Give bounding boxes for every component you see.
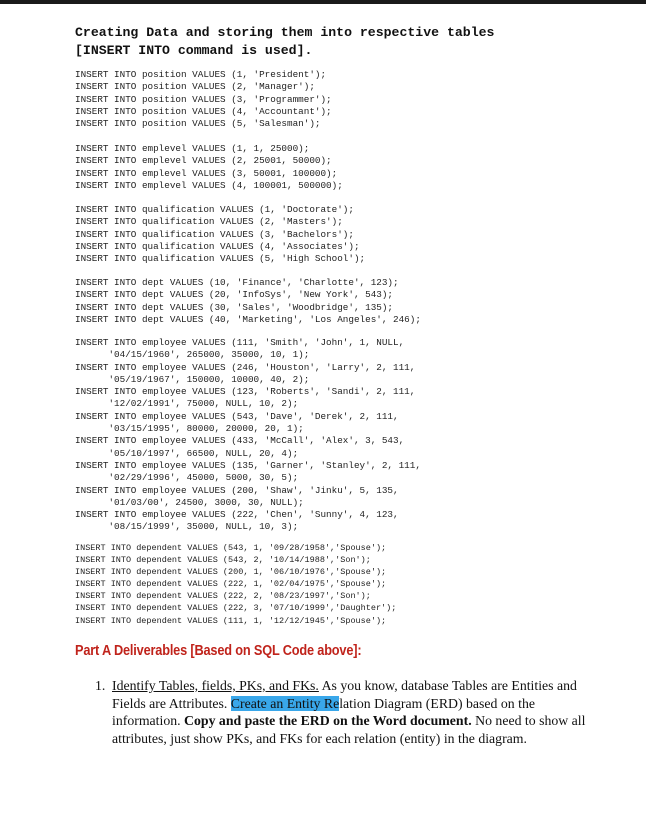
emplevel-insert-block: INSERT INTO emplevel VALUES (1, 1, 25000); INSERT INTO emplevel VALUES (2, 25001, 50000); INSERT INTO emplevel VALUES (3, 50001, 100000); INSERT INTO emplevel VALUES (4, 100001, 500000); — [75, 143, 343, 191]
task-body — [112, 677, 595, 747]
document-title — [75, 24, 615, 60]
task-text-1: As you know, database Tables are Entities and Fields are Attributes. — [112, 678, 577, 711]
deliverables-heading: Part A Deliverables [Based on SQL Code above]: — [75, 643, 362, 659]
task-text-2: lation Diagram (ERD) based on the information. — [112, 695, 536, 728]
title-line-2: [INSERT INTO command is used]. — [75, 43, 313, 58]
task-underlined-text: Identify Tables, fields, PKs, and FKs. — [112, 678, 319, 693]
task-item-1 — [95, 677, 595, 747]
dept-insert-block: INSERT INTO dept VALUES (10, 'Finance', 'Charlotte', 123); INSERT INTO dept VALUES (20, 'InfoSys', 'New York', 543); INSERT INTO dept VALUES (30, 'Sales', 'Woodbridge', 135); INSERT INTO dept VALUES (40, 'Marketing', 'Los Angeles', 246); — [75, 277, 421, 325]
task-highlighted-text: Create an Entity Re — [230, 695, 340, 711]
title-line-1: Creating Data and storing them into respective tables — [75, 25, 495, 40]
top-border — [0, 0, 646, 4]
task-number: 1. — [95, 678, 106, 693]
task-text-3: No need to show all attributes, just show PKs, and FKs for each relation (entity) in the diagram. — [112, 713, 586, 746]
dependent-insert-block: INSERT INTO dependent VALUES (543, 1, '09/28/1958','Spouse'); INSERT INTO dependent VALUES (543, 2, '10/14/1988','Son'); INSERT INTO dependent VALUES (200, 1, '06/10/1976','Spouse'); INSERT INTO dependent VALUES (222, 1, '02/04/1975','Spouse'); INSERT INTO dependent VALUES (222, 2, '08/23/1997','Son'); INSERT INTO dependent VALUES (222, 3, '07/10/1999','Daughter'); INSERT INTO dependent VALUES (111, 1, '12/12/1945','Spouse'); — [75, 543, 397, 626]
qualification-insert-block: INSERT INTO qualification VALUES (1, 'Doctorate'); INSERT INTO qualification VALUES (2, 'Masters'); INSERT INTO qualification VALUES (3, 'Bachelors'); INSERT INTO qualification VALUES (4, 'Associates'); INSERT INTO qualification VALUES (5, 'High School'); — [75, 204, 366, 265]
task-bold-text: Copy and paste the ERD on the Word document. — [184, 713, 472, 728]
employee-insert-block: INSERT INTO employee VALUES (111, 'Smith', 'John', 1, NULL, '04/15/1960', 265000, 35000, 10, 1); INSERT INTO employee VALUES (246, 'Houston', 'Larry', 2, 111, '05/19/1967', 150000, 10000, 40, 2); INSERT INTO employee VALUES (123, 'Roberts', 'Sandi', 2, 111, '12/02/1991', 75000, NULL, 10, 2); INSERT INTO employee VALUES (543, 'Dave', 'Derek', 2, 111, '03/15/1995', 80000, 20000, 20, 1); INSERT INTO employee VALUES (433, 'McCall', 'Alex', 3, 543, '05/10/1997', 66500, NULL, 20, 4); INSERT INTO employee VALUES (135, 'Garner', 'Stanley', 2, 111, '02/29/1996', 45000, 5000, 30, 5); INSERT INTO employee VALUES (200, 'Shaw', 'Jinku', 5, 135, '01/03/00', 24500, 3000, 30, NULL); INSERT INTO employee VALUES (222, 'Chen', 'Sunny', 4, 123, '08/15/1999', 35000, NULL, 10, 3); — [75, 337, 421, 533]
position-insert-block: INSERT INTO position VALUES (1, 'President'); INSERT INTO position VALUES (2, 'Manager'); INSERT INTO position VALUES (3, 'Programmer'); INSERT INTO position VALUES (4, 'Accountant'); INSERT INTO position VALUES (5, 'Salesman'); — [75, 69, 332, 130]
